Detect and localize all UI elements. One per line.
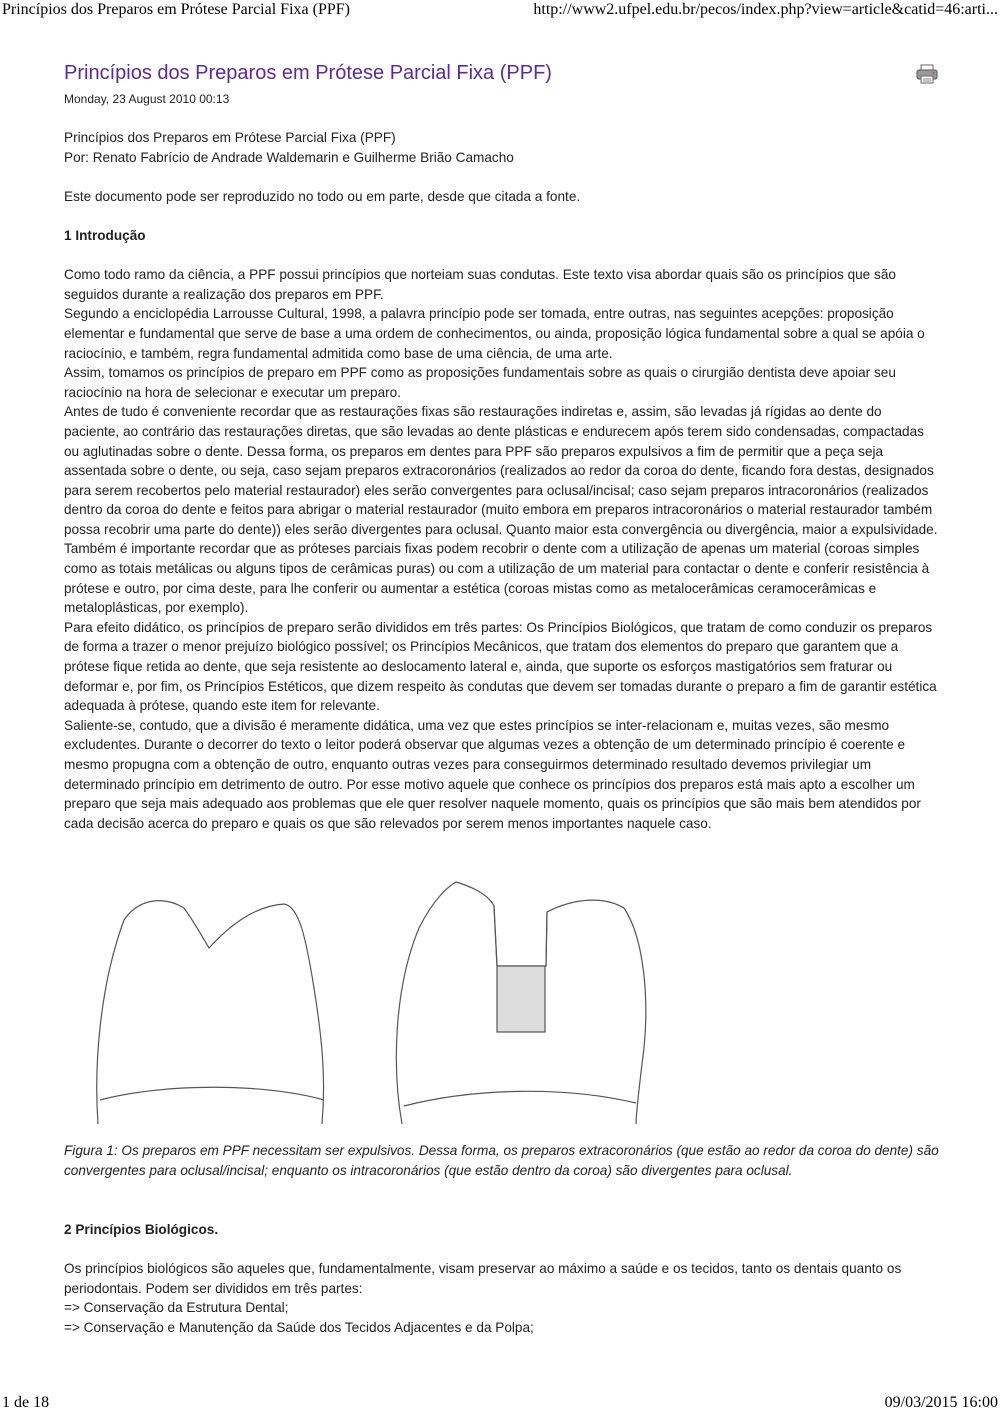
list-item: => Conservação da Estrutura Dental; <box>64 1300 289 1316</box>
extracoronary-tooth-outline <box>97 901 324 1124</box>
section2 <box>64 1220 940 1338</box>
section2-heading: 2 Princípios Biológicos. <box>64 1222 219 1237</box>
print-datetime: 09/03/2015 16:00 <box>884 1394 998 1411</box>
section2-paragraph: Os princípios biológicos são aqueles que, fundamentalmente, visam preservar ao máximo a saúde e os tecidos, tanto os dentais quanto os periodontais. Podem ser divididos em três partes: <box>64 1261 902 1296</box>
list-item: => Conservação e Manutenção da Saúde dos Tecidos Adjacentes e da Polpa; <box>64 1319 534 1335</box>
print-header <box>0 0 1000 22</box>
figure-caption: Figura 1: Os preparos em PPF necessitam ser expulsivos. Dessa forma, os preparos extracoronários (que estão ao redor da coroa do dente) são convergentes para oclusal/incisal; enquanto os intracoronários (que estão dentro da coroa) são divergentes para oclusal. <box>64 1143 939 1178</box>
paragraph: Também é importante recordar que as próteses parciais fixas podem recobrir o dente com a utilização de apenas um material (coroas simples como as totais metálicas ou alguns tipos de cerâmicas puras) ou com a utilização de um material para contactar o dente e conferir resistência à prótese e outro, por cima deste, para lhe conferir ou aumentar a estética (coroas mistas como as metalocerâmicas ceramocerâmicas e metaloplásticas, por exemplo). <box>64 541 930 616</box>
print-header-url[interactable]: http://www2.ufpel.edu.br/pecos/index.php?view=article&catid=46:arti... <box>533 1 998 18</box>
paragraph: Como todo ramo da ciência, a PPF possui princípios que norteiam suas condutas. Este texto visa abordar quais são os princípios que são seguidos durante a realização dos preparos em PPF. <box>64 267 896 302</box>
intro-title: Princípios dos Preparos em Prótese Parcial Fixa (PPF) <box>64 130 396 145</box>
paragraph: Assim, tomamos os princípios de preparo em PPF como as proposições fundamentais sobre as quais o cirurgião dentista deve apoiar seu raciocínio na hora de selecionar e executar um preparo. <box>64 365 896 400</box>
authors: Por: Renato Fabrício de Andrade Waldemarin e Guilherme Brião Camacho <box>64 149 514 165</box>
section1-heading: 1 Introdução <box>64 227 146 243</box>
paragraph: Antes de tudo é conveniente recordar que as restaurações fixas são restaurações indiretas e, assim, são levadas já rígidas ao dente do paciente, ao contrário das restaurações diretas, que são levadas ao dente plásticas e endurecem após terem sido condensadas, compactadas ou aglutinadas sobre o dente. Dessa forma, os preparos em dentes para PPF são preparos expulsivos a fim de permitir que a peça seja assentada sobre o dente, ou seja, caso sejam preparos extracoronários (realizados ao redor da coroa do dente, ficando fora destas, designados para serem recobertos pelo material restaurador) eles serão convergentes para oclusal/incisal; caso sejam preparos intracoronários (realizados dentro da coroa do dente e feitos para abrigar o material restaurador (muito embora em preparos intracoronários o material restaurador também possa recobrir uma parte do dente)) eles serão divergentes para oclusal. Quanto maior esta convergência ou divergência, maior a expulsividade. <box>64 404 938 537</box>
article-header <box>64 60 940 106</box>
intracoronary-tooth-base <box>404 1091 636 1106</box>
page-count: 1 de 18 <box>2 1394 50 1411</box>
article-date: Monday, 23 August 2010 00:13 <box>64 92 230 106</box>
paragraph: Para efeito didático, os princípios de preparo serão divididos em três partes: Os Princípios Biológicos, que tratam de como conduzir os preparos de forma a trazer o menor prejuízo biológico possível; os Princípios Mecânicos, que tratam dos elementos do preparo que garantem que a prótese fique retida ao dente, que seja resistente ao deslocamento lateral e, ainda, que suporte os esforços mastigatórios sem fraturar ou deformar e, por fim, os Princípios Estéticos, que dizem respeito às condutas que devem ser tomadas durante o preparo a fim de garantir estética adequada à prótese, quando este item for relevante. <box>64 619 937 714</box>
tooth-preparation-figure <box>84 878 654 1128</box>
print-footer <box>0 1394 1000 1414</box>
extracoronary-tooth-base <box>100 1087 324 1100</box>
page-title: Princípios dos Preparos em Prótese Parcial Fixa (PPF) <box>64 62 552 84</box>
intracoronary-restoration-area <box>497 966 545 1032</box>
reproduction-notice: Este documento pode ser reproduzido no todo ou em parte, desde que citada a fonte. <box>64 188 581 204</box>
printer-icon <box>916 64 938 84</box>
article-body <box>64 128 940 833</box>
print-header-title: Princípios dos Preparos em Prótese Parcial Fixa (PPF) <box>2 1 350 18</box>
print-button[interactable] <box>916 64 938 84</box>
paragraph: Saliente-se, contudo, que a divisão é meramente didática, uma vez que estes princípios se inter-relacionam e, muitas vezes, são mesmo excludentes. Durante o decorrer do texto o leitor poderá observar que algumas vezes a obtenção de um determinado princípio é coerente e mesmo propugna com a obtenção de outro, enquanto outras vezes para conseguirmos determinado resultado devemos privilegiar um determinado princípio em detrimento de outro. Por esse motivo aquele que conhece os princípios dos preparos está mais apto a escolher um preparo que seja mais adequado aos problemas que ele quer resolver naquele momento, quais os princípios que são mais bem atendidos por cada decisão acerca do preparo e quais os que são relevados por serem menos importantes naquele caso. <box>64 717 921 831</box>
paragraph: Segundo a enciclopédia Larrousse Cultural, 1998, a palavra princípio pode ser tomada, entre outras, nas seguintes acepções: proposição elementar e fundamental que serve de base a uma ordem de conhecimentos, ou ainda, proposição lógica fundamental sobre a qual se apóia o raciocínio, e também, regra fundamental admitida como base de uma ciência, de uma arte. <box>64 306 925 361</box>
